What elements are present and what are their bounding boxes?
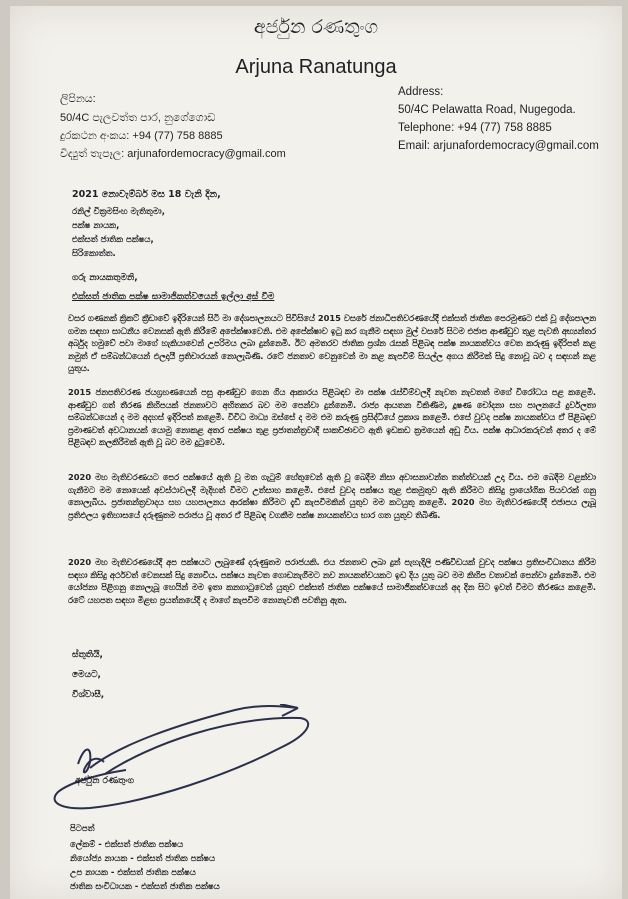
signature-name: අර්ජුන රණතුංග [75, 776, 135, 786]
phone-si: දුරකථන අංකය: +94 (77) 758 8885 [60, 130, 223, 142]
subject-line: එක්සත් ජාතික පක්ෂ සාමාජිකත්වයෙන් ඉල්ලා අස් වීම [72, 292, 275, 302]
email-en: Email: arjunafordemocracy@gmail.com [398, 140, 599, 152]
recipient-line: එක්සත් ජාතික පක්ෂය, [72, 235, 154, 245]
recipient-line: රනිල් වික්‍රමසිංහ මැතිතුමා, [72, 207, 165, 217]
letter-date: 2021 නොවැම්බර් මස 18 වැනි දින, [72, 189, 221, 200]
phone-en: Telephone: +94 (77) 758 8885 [398, 122, 552, 134]
address-si: 50/4C පැලවත්ත පාර, නුගේගොඩ [60, 112, 216, 124]
cc-item: උප නායක - එක්සත් ජාතික පක්ෂය [70, 868, 196, 878]
cc-item: නියෝජ්‍ය නායක - එක්සත් ජාතික පක්ෂය [70, 854, 216, 864]
address-label-en: Address: [398, 86, 444, 98]
email-si: විද්‍යුත් තැපෑල: arjunafordemocracy@gmail.com [60, 148, 286, 160]
closing-line: විශ්වාසී, [72, 690, 105, 700]
body-paragraph: 2020 මහ මැතිවරණයේදී අප පක්ෂයට ලැබුණේ දරුණුතම පරාජයකි. එය ජනතාව ලබා දුන් පැහැදිලි පණිවිඩයක් වුවද පක්ෂය ප්‍රතිසංවිධානය කිරීම සඳහා කිසිදු අර්ථවත් වෙනසක් සිදු නොවීය. පක්ෂය නැවත ගොඩනැගීමට නව නායකත්වයකට ඉඩ දිය යුතු බව මම කිහිප වතාවක් පෙන්වා දුන්නෙමි. එම යෝජනා පිළිගනු නොලැබූ හෙයින් මම ඉතා කනගාටුවෙන් යුතුව එක්සත් ජාතික පක්ෂයේ සාමාජිකත්වයෙන් අද දින සිට ඉවත් වීමට තීරණය කළෙමි. රටේ යහපත සඳහා මීළඟ ප්‍රයත්නයේදී ද මාගේ කැපවීම නොනැවතී පවතිනු ඇත. [68, 557, 596, 605]
recipient-line: සිරිකොත්ත. [72, 249, 116, 259]
handwritten-signature [30, 704, 340, 814]
cc-item: ජාතික සංවිධායක - එක්සත් ජාතික පක්ෂය [70, 882, 220, 892]
letterhead-name-english: Arjuna Ranatunga [235, 56, 397, 78]
letter-page [10, 6, 622, 899]
address-label-si: ලිපිනය: [60, 93, 96, 105]
closing-line: ස්තුතියි, [72, 650, 103, 660]
cc-heading: පිටපත් [70, 824, 95, 834]
salutation: ගරු නායකතුමනි, [72, 273, 138, 283]
closing-line: මෙයට, [72, 670, 101, 680]
body-paragraph: 2015 ජනපතිවරණ ජයග්‍රහණයෙන් පසු ආණ්ඩුව ගෙන ගිය ආකාරය පිළිබඳව මා පක්ෂ රැස්වීම්වලදී නැවත නැවතත් මගේ විරෝධය පළ කළෙමි. ආණ්ඩුව ගත් තීරණ කිහිපයක් ජනතාවට අහිතකර බව මම පෙන්වා දුන්නෙමි. රාජ්‍ය ආයතන විකිණීම, දූෂණ චෝදනා සහ පාලනයේ දුර්වලතා සම්බන්ධයෙන් ද මම අදහස් ඉදිරිපත් කළෙමි. විවිධ මාධ්‍ය ඔස්සේ ද මම එම කරුණු ප්‍රසිද්ධියේ ප්‍රකාශ කළෙමි. එසේ වුවද පක්ෂ නායකත්වය ඒ පිළිබඳව ප්‍රමාණවත් අවධානයක් යොමු නොකළ අතර පක්ෂය තුළ ප්‍රජාතන්ත්‍රවාදී සාකච්ඡාවට ඇති ඉඩකඩ ක්‍රමයෙන් අඩු විය. පක්ෂ ආධාරකරුවන් අතර ද මේ පිළිබඳව කලකිරීමක් ඇති වූ බව මම දුටුවෙමි. [68, 387, 596, 448]
letterhead-name-sinhala: අර්ජුන රණතුංග [253, 16, 379, 38]
recipient-line: පක්ෂ නායක, [72, 221, 120, 231]
cc-item: ලේකම් - එක්සත් ජාතික පක්ෂය [70, 840, 184, 850]
body-paragraph: වසර ගණනක් ක්‍රිකට් ක්‍රීඩාවේ ඉදිරියෙන් සිටි මා දේශපාලනයට පිවිසියේ 2015 වසරේ ජනාධිපතිවරණයේදී එක්සත් ජාතික පෙරමුණට එක් වූ දේශපාලන ගමන සඳහා සාධනීය වෙනසක් ඇති කිරීමේ අපේක්ෂාවෙනි. එම අපේක්ෂාව ඉටු කර ගැනීම සඳහා මුල් වසරේ සිටම එජාප ආණ්ඩුව තුළ පැවති අභ්‍යන්තර අර්බුද හමුවේ පවා මාගේ හැකියාවෙන් උපරිමය ලබා දුන්නෙමි. ඊට අමතරව ජාතික ප්‍රශ්න රැසක් පිළිබඳ පක්ෂ නායකත්වය වෙත කරුණු ඉදිරිපත් කළ නමුත් ඒ සම්බන්ධයෙන් ඵලදායී ප්‍රතිචාරයක් නොලැබිණි. රටේ ජනතාව වෙනුවෙන් මා කළ කැපවීම් සියල්ල අගය කිරීමක් සිදු නොවූ බව ද සඳහන් කළ යුතුය. [68, 313, 596, 374]
body-paragraph: 2020 මහ මැතිවරණයට පෙර පක්ෂයේ ඇති වූ මත ගැටුම් හේතුවෙන් ඇති වූ බෙදීම නිසා අවාසනාවන්ත තත්ත්වයක් උදා විය. එම බෙදීම වළක්වා ගැනීමට මම නොයෙක් අවස්ථාවලදී මැදිහත් වීමට උත්සාහ කළෙමි. එසේ වුවද පක්ෂය තුළ එකමුතුව ඇති කිරීමට කිසිදු ප්‍රායෝගික පියවරක් ගනු නොලැබීය. ප්‍රජාතන්ත්‍රවාදය සහ යහපාලනය ආරක්ෂා කිරීමට දැඩි කැපවීමකින් යුතුව මම කටයුතු කළෙමි. 2020 මහ මැතිවරණයේදී එජාපය ලැබූ ප්‍රතිඵලය ඉතිහාසයේ දරුණුතම පරාජය වූ අතර ඒ පිළිබඳ වගකීම පක්ෂ නායකත්වය භාර ගත යුතුව තිබිණි. [68, 472, 596, 520]
address-en: 50/4C Pelawatta Road, Nugegoda. [398, 104, 576, 116]
